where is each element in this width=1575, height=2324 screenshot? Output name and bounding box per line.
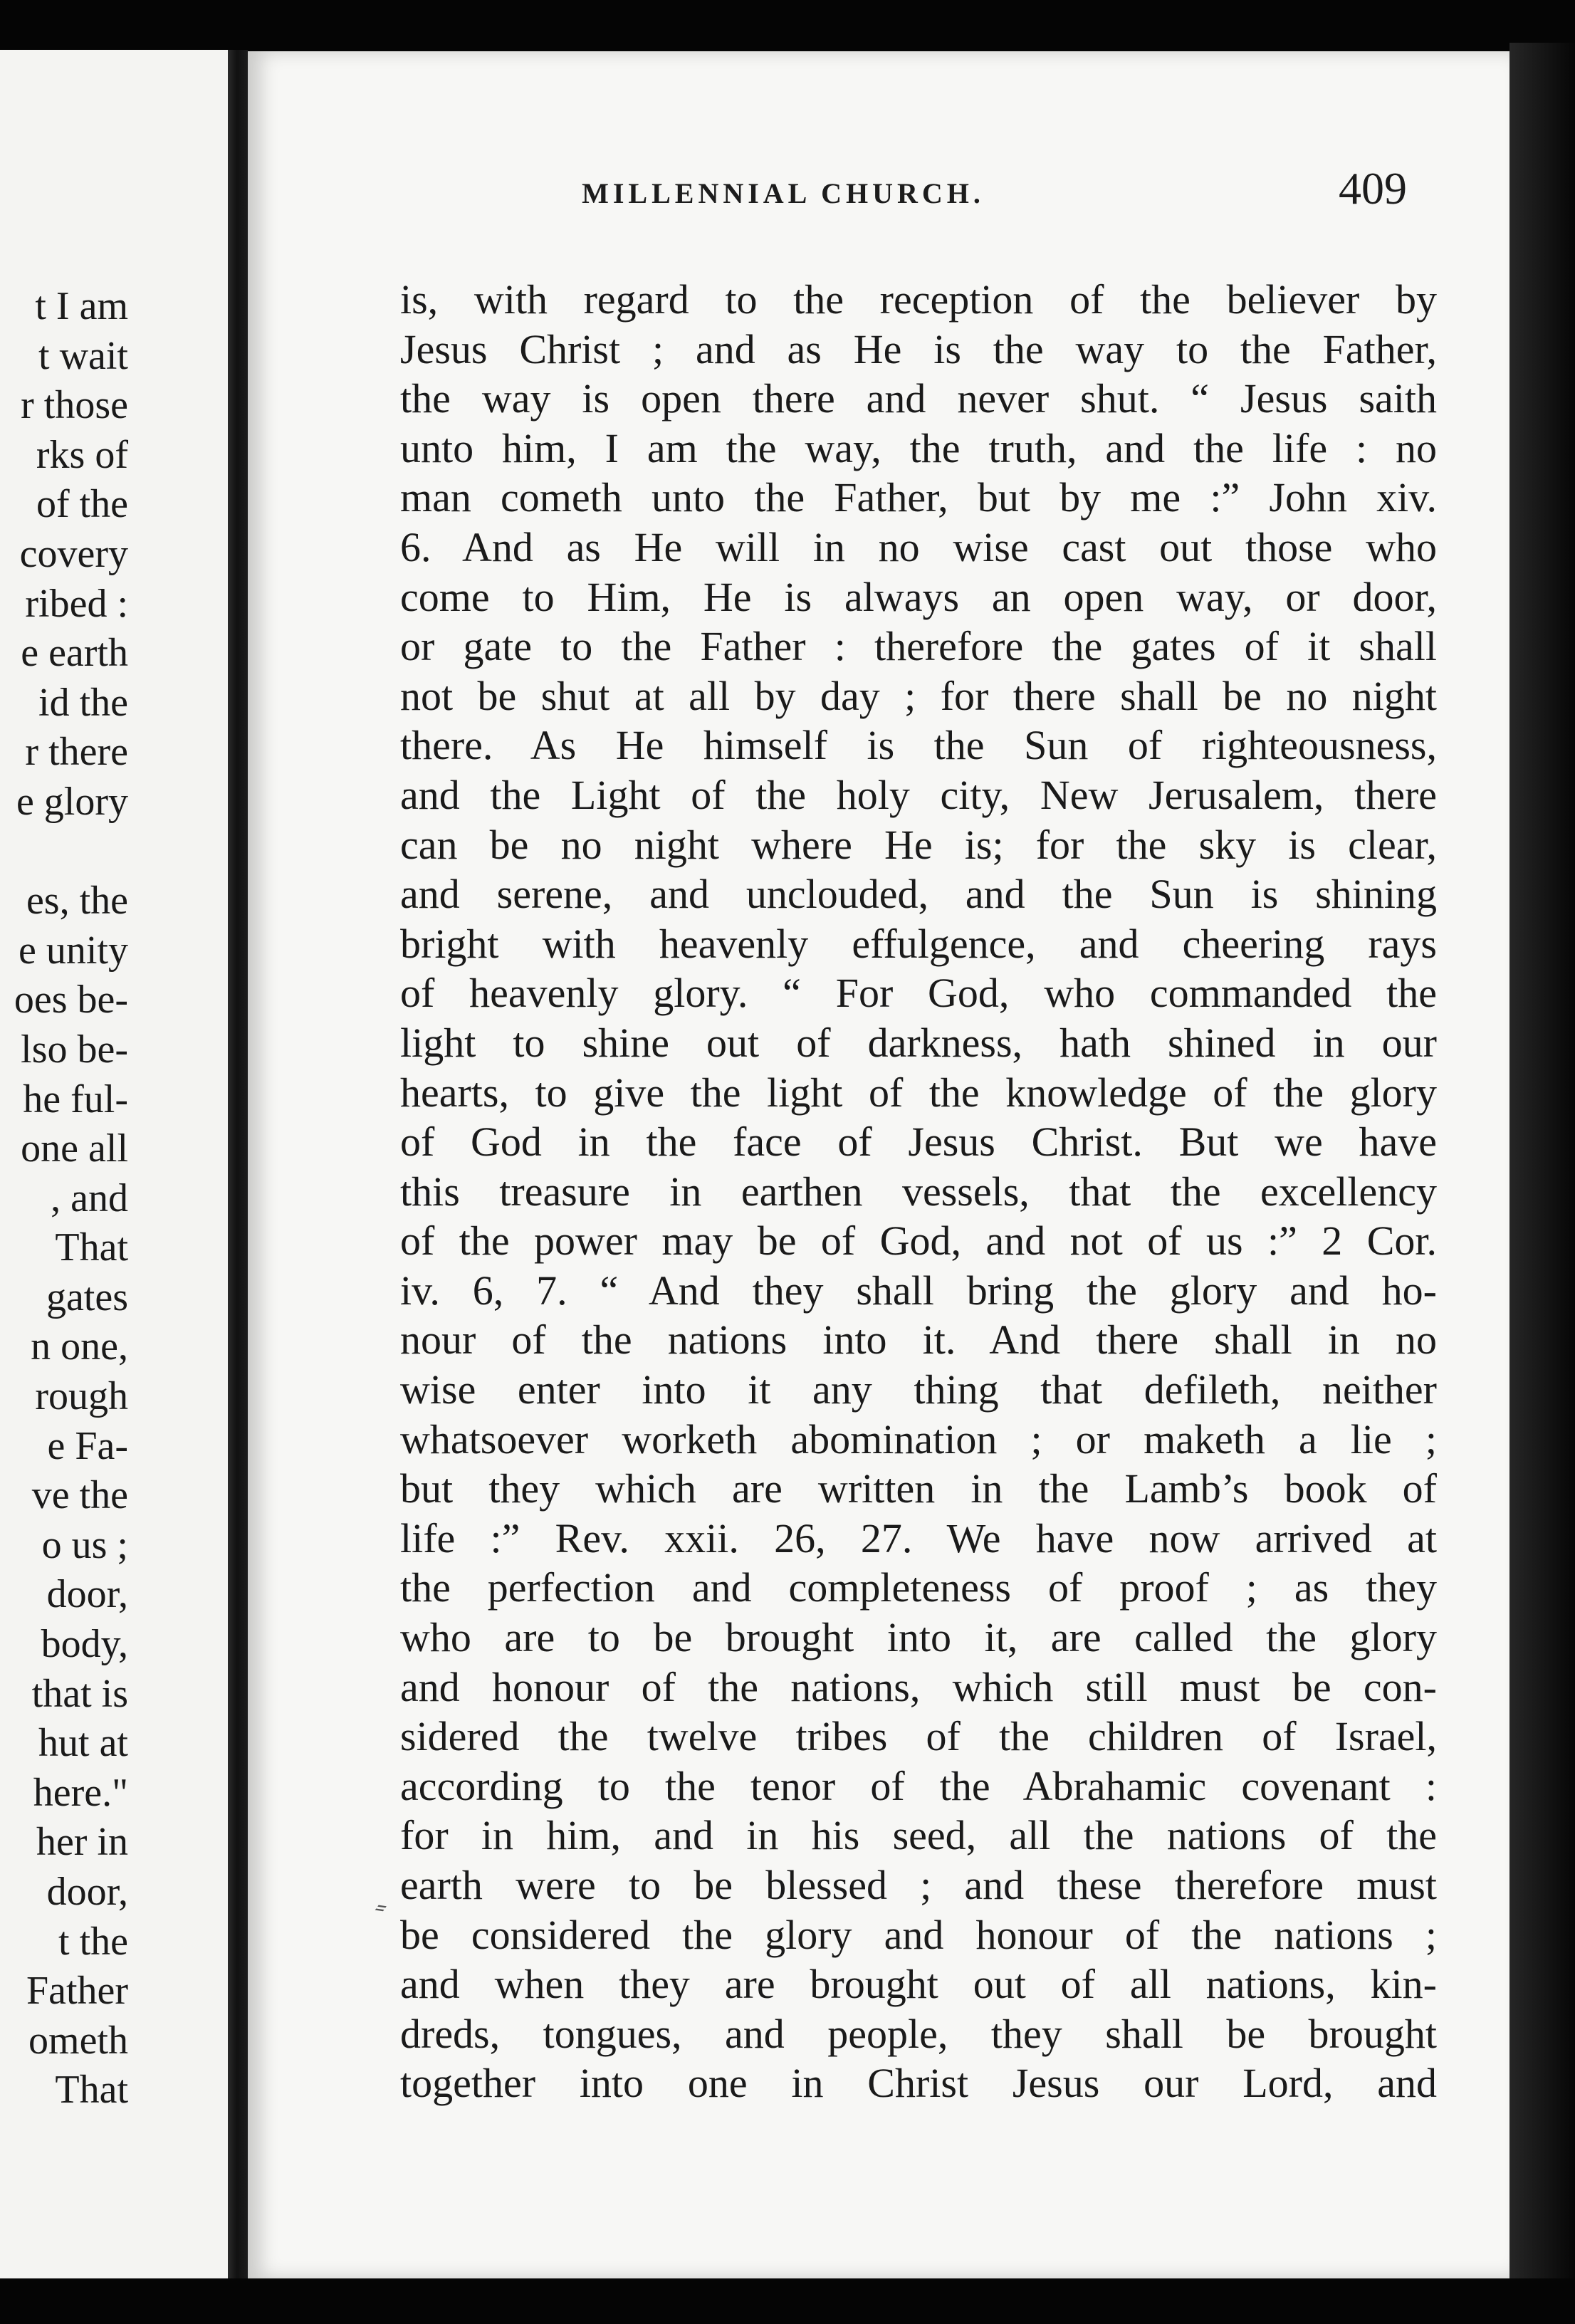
previous-page-line: lso be- [21,1027,128,1072]
text-line: and serene, and unclouded, and the Sun is shining [400,871,1437,918]
text-line: of heavenly glory. “ For God, who commanded the [400,970,1437,1017]
previous-page-line: here." [33,1770,128,1815]
previous-page-line: e unity [19,928,128,973]
previous-page-line: e earth [21,631,128,676]
previous-page-line: rough [35,1374,128,1419]
text-line: and the Light of the holy city, New Jerusalem, there [400,771,1437,818]
text-line: life :” Rev. xxii. 26, 27. We have now arrived at [400,1514,1437,1561]
page-number: 409 [1339,163,1407,214]
text-line: nour of the nations into it. And there shall in no [400,1317,1437,1363]
previous-page-line: rks of [36,432,128,477]
previous-page-line: ve the [31,1473,128,1518]
previous-page-line: id the [38,680,128,725]
text-line: sidered the twelve tribes of the children of Israel, [400,1713,1437,1760]
previous-page-line: e glory [16,779,128,824]
previous-page-line: o us ; [41,1522,128,1567]
scan-top-border [0,0,1575,57]
text-line: according to the tenor of the Abrahamic covenant : [400,1762,1437,1809]
text-line: together into one in Christ Jesus our Lord, and [400,2060,1437,2107]
previous-page-line: e Fa- [47,1423,128,1468]
previous-page-line: That [55,2068,128,2113]
previous-page-line: es, the [26,879,128,923]
previous-page-line: body, [41,1622,128,1667]
text-line: wise enter into it any thing that defileth, neither [400,1366,1437,1413]
text-line: is, with regard to the reception of the believer by [400,276,1437,323]
text-line: who are to be brought into it, are called the glory [400,1614,1437,1661]
previous-page-line: ometh [28,2018,128,2063]
previous-page-line: Father [26,1969,128,2014]
previous-page-line: ribed : [25,581,128,626]
text-line: and honour of the nations, which still must be con- [400,1663,1437,1710]
text-line: come to Him, He is always an open way, or door, [400,573,1437,620]
text-line: there. As He himself is the Sun of righteousness, [400,722,1437,769]
previous-page-line: r those [21,383,128,428]
text-line: Jesus Christ ; and as He is the way to the Father, [400,325,1437,372]
previous-page-line: r there [25,730,128,775]
previous-page-fragment [0,50,228,2278]
text-line: but they which are written in the Lamb’s book of [400,1465,1437,1512]
previous-page-line: t I am [35,284,128,328]
text-line: bright with heavenly effulgence, and cheering rays [400,920,1437,967]
text-line: dreds, tongues, and people, they shall be brought [400,2010,1437,2057]
text-line: of the power may be of God, and not of us :” 2 Cor. [400,1218,1437,1265]
previous-page-line: door, [46,1572,128,1617]
text-line: and when they are brought out of all nations, kin- [400,1961,1437,2008]
previous-page-line: that is [31,1671,128,1716]
text-line: man cometh unto the Father, but by me :” John xiv. [400,474,1437,521]
text-line: be considered the glory and honour of the nations ; [400,1911,1437,1958]
text-line: or gate to the Father : therefore the gates of it shall [400,623,1437,670]
previous-page-text [14,282,128,2115]
text-line: can be no night where He is; for the sky is clear, [400,821,1437,868]
ink-smudge: ⸗ [369,1890,396,1922]
previous-page-line: gates [46,1274,128,1319]
previous-page-line: door, [46,1870,128,1914]
previous-page-line: That [55,1225,128,1270]
text-line: 6. And as He will in no wise cast out those who [400,523,1437,570]
text-line: hearts, to give the light of the knowledge of the glory [400,1069,1437,1116]
text-line: of God in the face of Jesus Christ. But we have [400,1119,1437,1166]
previous-page-line: of the [36,482,128,527]
previous-page-line: covery [19,531,128,576]
text-line: light to shine out of darkness, hath shined in our [400,1019,1437,1066]
text-line: the perfection and completeness of proof ; as they [400,1564,1437,1611]
text-line: not be shut at all by day ; for there shall be no night [400,672,1437,719]
page-body-text [400,275,1437,2108]
book-gutter [228,50,248,2278]
text-line: this treasure in earthen vessels, that the excellency [400,1168,1437,1215]
text-line: earth were to be blessed ; and these therefore must [400,1862,1437,1908]
text-line: the way is open there and never shut. “ Jesus saith [400,375,1437,422]
text-line: iv. 6, 7. “ And they shall bring the glory and ho- [400,1267,1437,1314]
scan-right-border [1509,43,1575,2286]
text-line: unto him, I am the way, the truth, and the life : no [400,424,1437,471]
text-line: for in him, and in his seed, all the nations of the [400,1812,1437,1859]
previous-page-line: n one, [31,1324,128,1369]
previous-page-line: t the [58,1919,128,1964]
text-line: whatsoever worketh abomination ; or maketh a lie ; [400,1415,1437,1462]
previous-page-line: one all [21,1126,128,1171]
previous-page-line: he ful- [23,1077,128,1121]
running-head: MILLENNIAL CHURCH. [582,177,985,209]
previous-page-line: t wait [38,333,128,378]
previous-page-line: , and [51,1176,128,1220]
scan-bottom-border [0,2278,1575,2324]
previous-page-line: her in [36,1820,128,1865]
previous-page-line: oes be- [14,978,128,1022]
previous-page-line: hut at [38,1721,128,1766]
